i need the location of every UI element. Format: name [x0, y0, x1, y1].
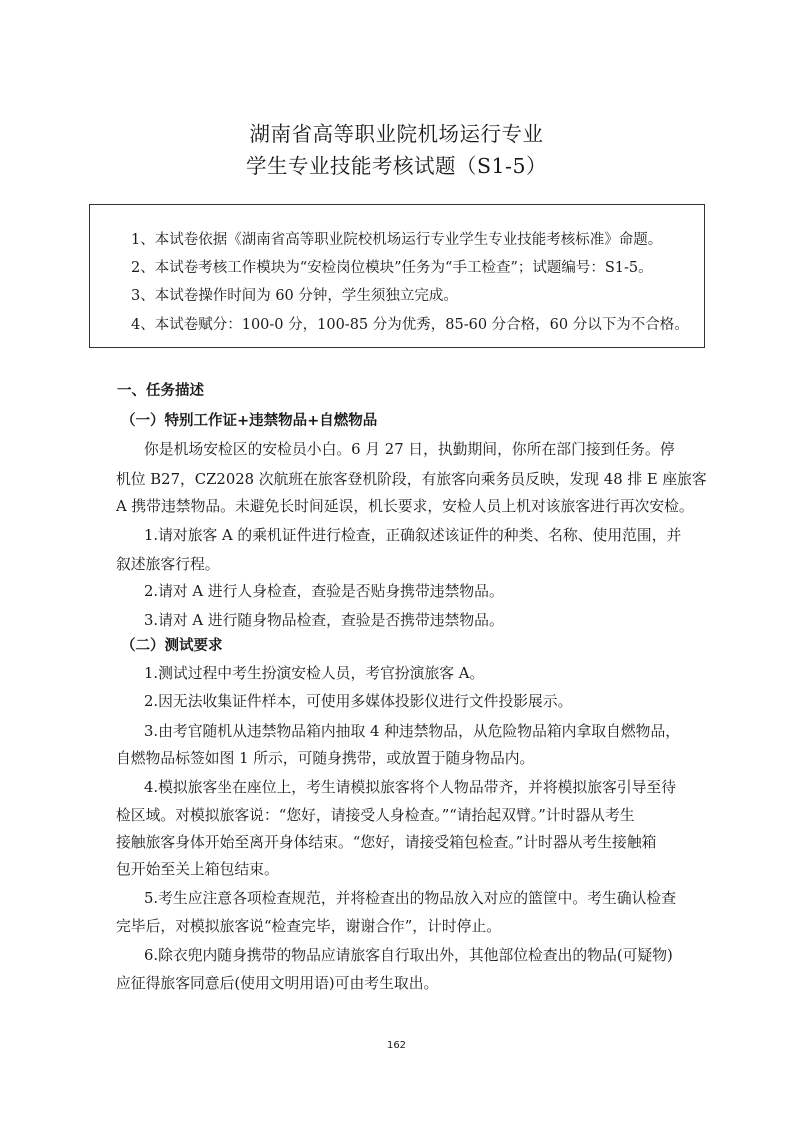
- exam-title-line1: 湖南省高等职业院机场运行专业: [249, 122, 544, 146]
- paragraph-line: 接触旅客身体开始至离开身体结束。“您好，请接受箱包检查。”计时器从考生接触箱: [116, 834, 657, 851]
- paragraph-line: 机位 B27，CZ2028 次航班在旅客登机阶段，有旅客向乘务员反映，发现 48 排 E 座旅客: [116, 471, 707, 488]
- paragraph-line: 3.请对 A 进行随身物品检查，查验是否携带违禁物品。: [144, 612, 504, 629]
- paragraph-line: 1.请对旅客 A 的乘机证件进行检查，正确叙述该证件的种类、名称、使用范围，并: [144, 527, 682, 544]
- paragraph-line: 2.因无法收集证件样本，可使用多媒体投影仪进行文件投影展示。: [144, 693, 573, 710]
- exam-title-line2: 学生专业技能考核试题（S1-5）: [245, 154, 548, 178]
- paragraph-line: 1.测试过程中考生扮演安检人员，考官扮演旅客 A。: [144, 665, 485, 682]
- exam-notice-box: [89, 204, 705, 348]
- subsection-heading-2: （二）测试要求: [121, 638, 223, 654]
- paragraph-line: 应征得旅客同意后(使用文明用语)可由考生取出。: [116, 975, 439, 992]
- paragraph-line: 自燃物品标签如图 1 所示，可随身携带，或放置于随身物品内。: [116, 750, 535, 767]
- page-number: 162: [386, 1040, 407, 1051]
- paragraph-line: 你是机场安检区的安检员小白。6 月 27 日，执勤期间，你所在部门接到任务。停: [144, 441, 675, 458]
- notice-line: 1、本试卷依据《湖南省高等职业院校机场运行专业学生专业技能考核标准》命题。: [131, 232, 663, 248]
- paragraph-line: 2.请对 A 进行人身检查，查验是否贴身携带违禁物品。: [144, 583, 504, 600]
- paragraph-line: 4.模拟旅客坐在座位上，考生请模拟旅客将个人物品带齐，并将模拟旅客引导至待: [144, 779, 677, 796]
- subsection-heading-1: （一）特别工作证+违禁物品+自燃物品: [121, 413, 378, 429]
- paragraph-line: 检区域。对模拟旅客说：“您好，请接受人身检查。”“请抬起双臂。”计时器从考生: [116, 807, 635, 824]
- notice-line: 2、本试卷考核工作模块为“安检岗位模块”任务为“手工检查”；试题编号：S1-5。: [131, 260, 653, 276]
- paragraph-line: A 携带违禁物品。未避免长时间延误，机长要求，安检人员上机对该旅客进行再次安检。: [116, 498, 694, 515]
- notice-line: 3、本试卷操作时间为 60 分钟，学生须独立完成。: [131, 288, 458, 304]
- paragraph-line: 包开始至关上箱包结束。: [116, 861, 279, 878]
- paragraph-line: 3.由考官随机从违禁物品箱内抽取 4 种违禁物品，从危险物品箱内拿取自燃物品，: [144, 723, 681, 740]
- section-heading-task-description: 一、任务描述: [117, 383, 204, 399]
- paragraph-line: 叙述旅客行程。: [116, 556, 220, 573]
- paragraph-line: 完毕后，对模拟旅客说“检查完毕，谢谢合作”，计时停止。: [116, 918, 502, 935]
- notice-line: 4、本试卷赋分：100-0 分，100-85 分为优秀，85-60 分合格，60 分以下为不合格。: [131, 317, 689, 333]
- paragraph-line: 6.除衣兜内随身携带的物品应请旅客自行取出外，其他部位检查出的物品(可疑物): [144, 947, 673, 964]
- paragraph-line: 5.考生应注意各项检查规范，并将检查出的物品放入对应的篮筐中。考生确认检查: [144, 890, 677, 907]
